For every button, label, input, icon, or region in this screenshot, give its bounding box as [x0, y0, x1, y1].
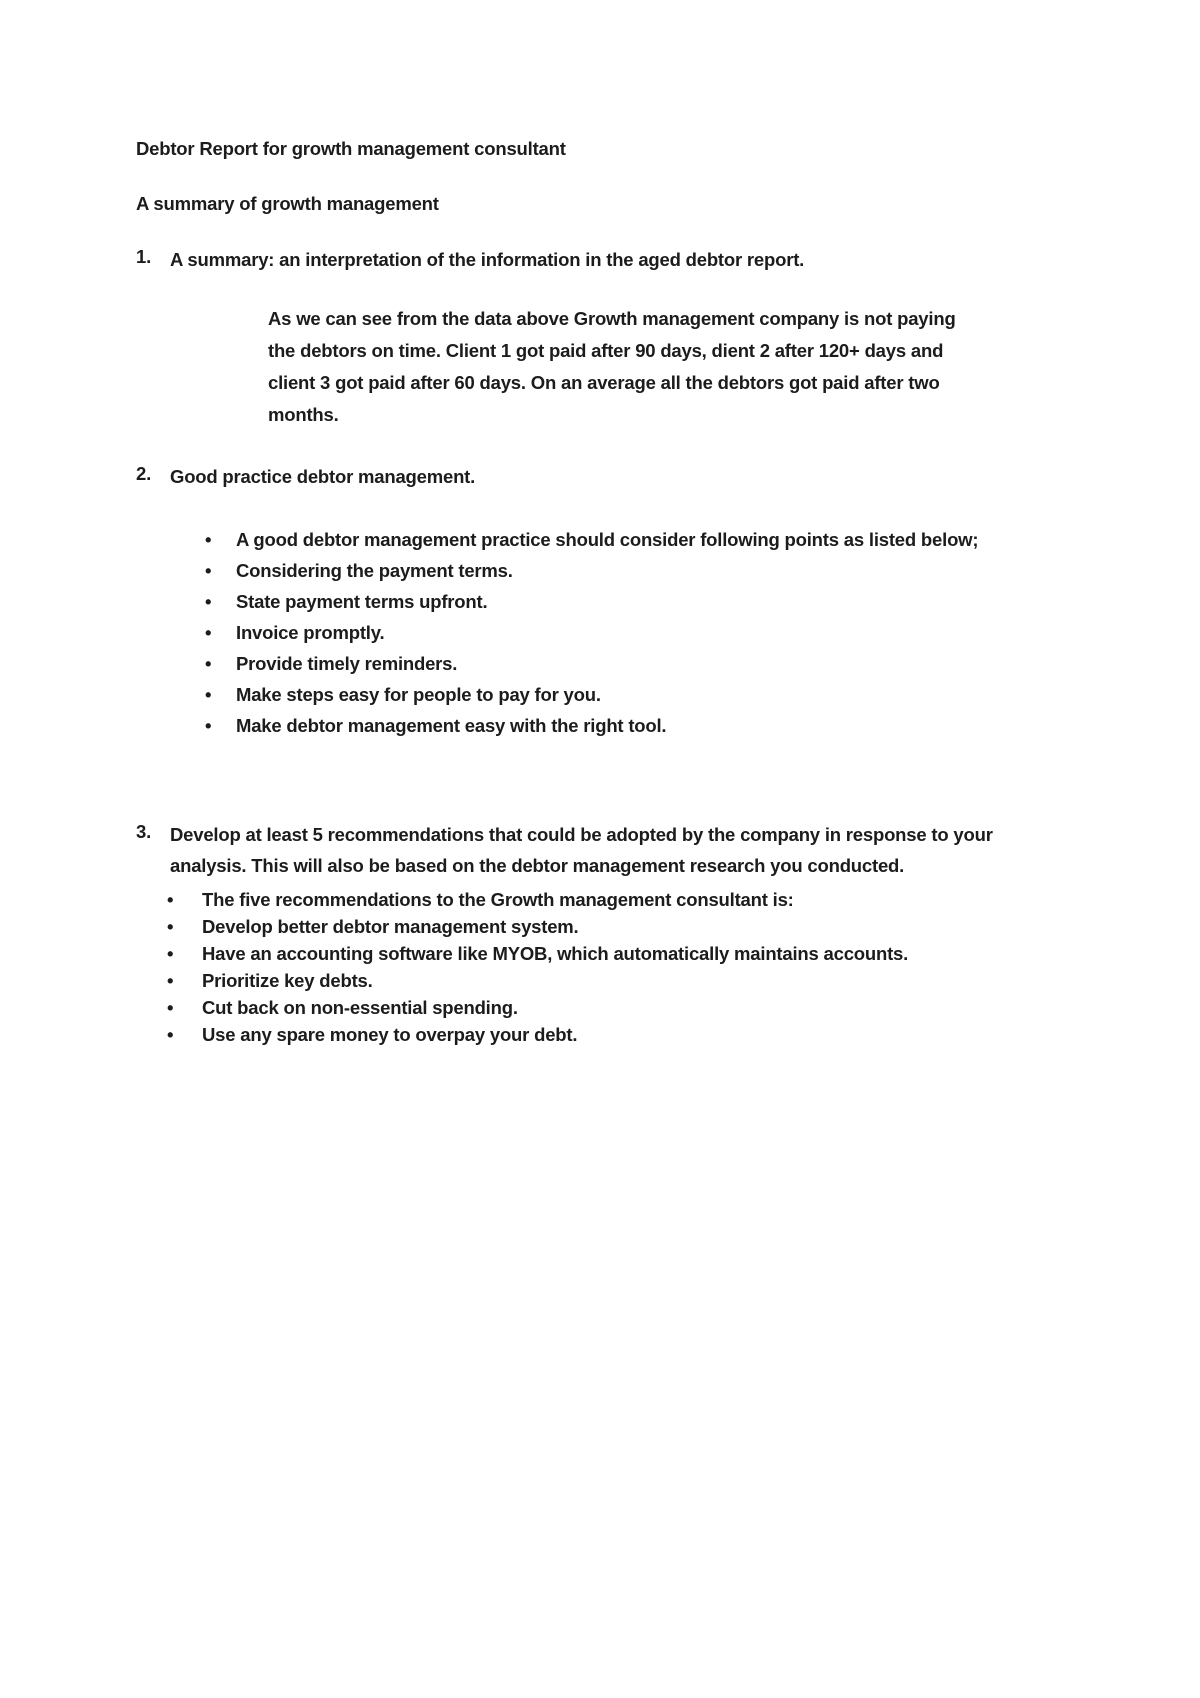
list-item	[205, 679, 1100, 710]
section-1-number: 1.	[136, 246, 152, 267]
section-3-number: 3.	[136, 821, 152, 842]
list-item	[167, 940, 1100, 967]
list-item-text: • The five recommendations to the Growth management consultant is:	[202, 889, 794, 910]
list-item-text: • Use any spare money to overpay your debt.	[202, 1024, 578, 1045]
list-item-text: • Prioritize key debts.	[202, 970, 373, 991]
list-item-text: • Develop better debtor management system.	[202, 916, 579, 937]
list-item-text: • A good debtor management practice should consider following points as listed below;	[236, 529, 979, 550]
list-item	[205, 524, 1100, 555]
section-2-number: 2.	[136, 463, 152, 484]
list-item-text: • Make steps easy for people to pay for you.	[236, 684, 601, 705]
list-item	[205, 586, 1100, 617]
list-item-text: • State payment terms upfront.	[236, 591, 488, 612]
list-item-text: • Make debtor management easy with the right tool.	[236, 715, 667, 736]
recommendations-list	[167, 886, 1100, 1048]
list-item	[167, 967, 1100, 994]
section-2	[136, 461, 1100, 492]
list-item	[167, 886, 1100, 913]
list-item	[167, 913, 1100, 940]
list-item-text: • Considering the payment terms.	[236, 560, 513, 581]
list-item	[205, 648, 1100, 679]
section-3	[136, 819, 1100, 881]
good-practice-list	[205, 524, 1100, 741]
list-item	[167, 994, 1100, 1021]
list-item	[205, 617, 1100, 648]
section-2-heading: Good practice debtor management.	[170, 466, 476, 487]
section-3-heading: Develop at least 5 recommendations that could be adopted by the company in response to your analysis. This will also be based on the debtor management research you conducted.	[170, 824, 993, 876]
list-item	[167, 1021, 1100, 1048]
section-1-paragraph: As we can see from the data above Growth management company is not paying the debtors on time. Client 1 got paid after 90 days, dient 2 after 120+ days and client 3 got paid after 60 days. On an average all the debtors got paid after two months.	[268, 308, 956, 425]
list-item-text: • Provide timely reminders.	[236, 653, 458, 674]
list-item	[205, 710, 1100, 741]
list-item	[205, 555, 1100, 586]
page-title: Debtor Report for growth management consultant	[136, 138, 566, 159]
section-1	[136, 244, 1100, 275]
document-subtitle: A summary of growth management	[136, 193, 439, 214]
list-item-text: • Invoice promptly.	[236, 622, 385, 643]
list-item-text: • Have an accounting software like MYOB, which automatically maintains accounts.	[202, 943, 909, 964]
section-1-heading: A summary: an interpretation of the information in the aged debtor report.	[170, 249, 805, 270]
list-item-text: • Cut back on non-essential spending.	[202, 997, 518, 1018]
